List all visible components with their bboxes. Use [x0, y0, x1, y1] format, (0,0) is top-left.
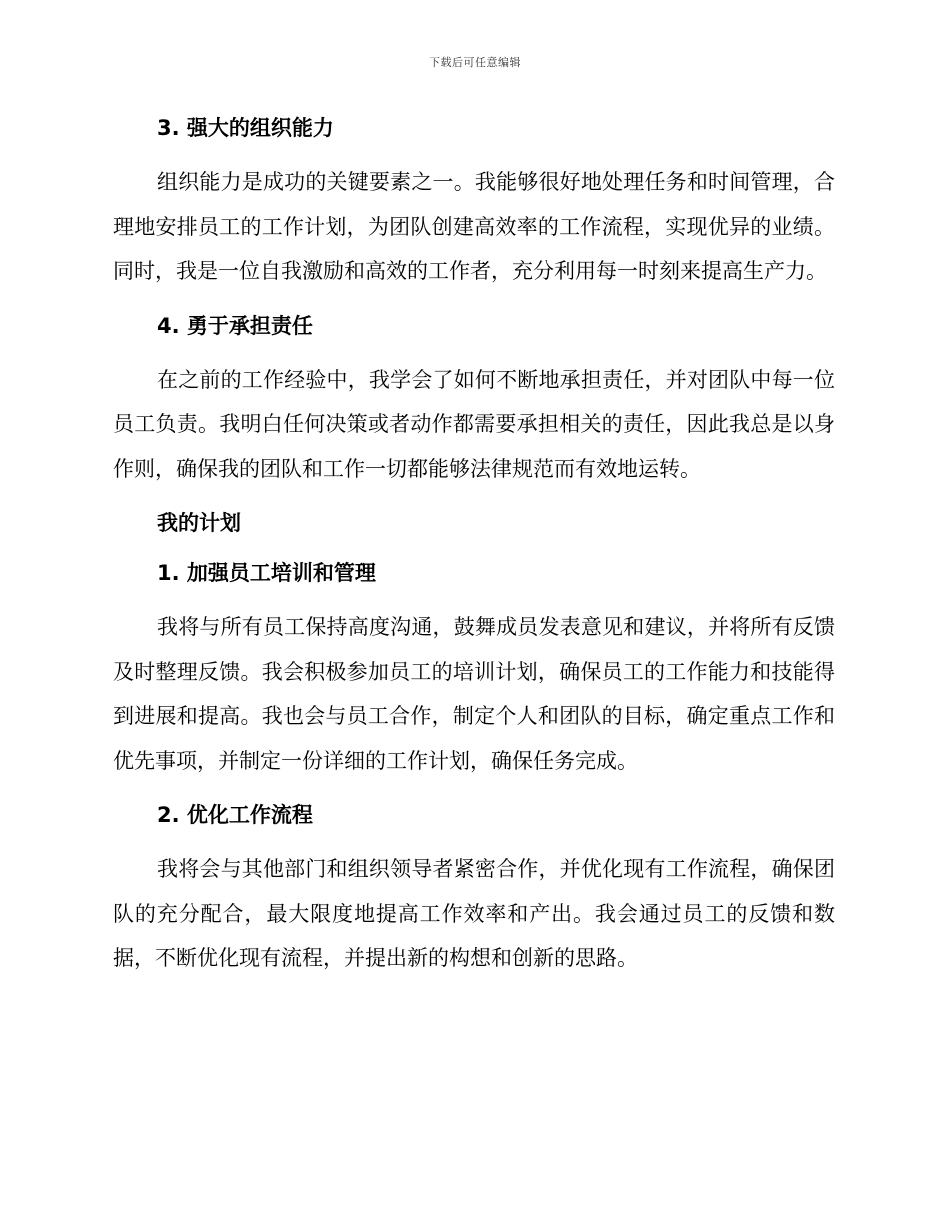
section-heading-responsibility: 4. 勇于承担责任: [157, 313, 313, 338]
paragraph-responsibility: 在之前的工作经验中，我学会了如何不断地承担责任，并对团队中每一位员工负责。我明白任何决策或者动作都需要承担相关的责任，因此我总是以身作则，确保我的团队和工作一切都能够法律规范而有效地运转。: [113, 367, 835, 481]
paragraph-workflow: 我将会与其他部门和组织领导者紧密合作，并优化现有工作流程，确保团队的充分配合，最大限度地提高工作效率和产出。我会通过员工的反馈和数据，不断优化现有流程，并提出新的构想和创新的思路。: [113, 857, 835, 970]
section-heading-training: 1. 加强员工培训和管理: [157, 561, 376, 585]
paragraph-organization: 组织能力是成功的关键要素之一。我能够很好地处理任务和时间管理，合理地安排员工的工作计划，为团队创建高效率的工作流程，实现优异的业绩。同时，我是一位自我激励和高效的工作者，充分利用每一时刻来提高生产力。: [113, 170, 835, 283]
header-note: 下载后可任意编辑: [429, 56, 521, 69]
section-heading-organization: 3. 强大的组织能力: [157, 116, 334, 140]
document-body: [113, 110, 835, 981]
section-heading-my-plan: 我的计划: [157, 511, 241, 535]
section-heading-workflow: 2. 优化工作流程: [157, 803, 313, 827]
paragraph-training: 我将与所有员工保持高度沟通，鼓舞成员发表意见和建议，并将所有反馈及时整理反馈。我会积极参加员工的培训计划，确保员工的工作能力和技能得到进展和提高。我也会与员工合作，制定个人和团队的目标，确定重点工作和优先事项，并制定一份详细的工作计划，确保任务完成。: [113, 615, 835, 773]
